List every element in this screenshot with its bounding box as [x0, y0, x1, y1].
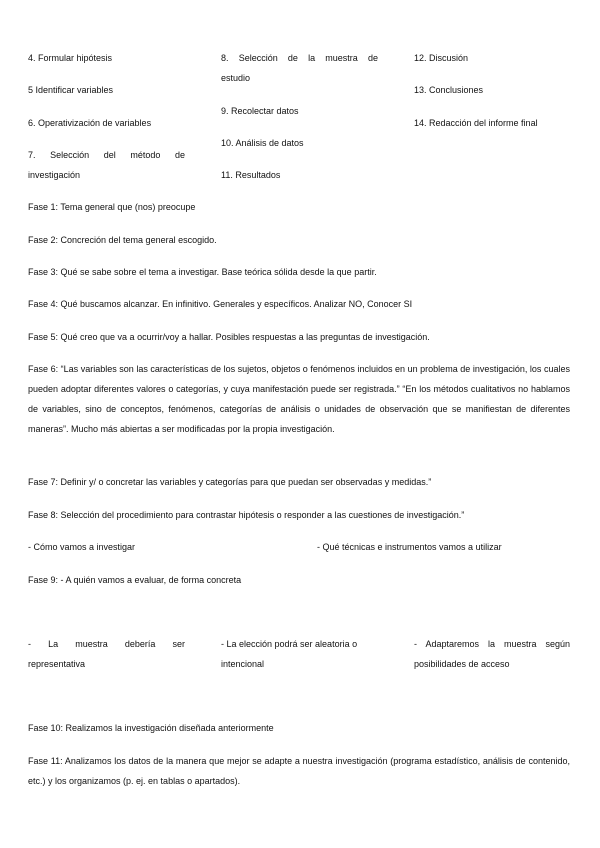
- fase-10: Fase 10: Realizamos la investigación diseñada anteriormente: [28, 723, 274, 733]
- step-13: 13. Conclusiones: [414, 85, 484, 95]
- fase-8-how: - Cómo vamos a investigar: [28, 542, 136, 552]
- fase-8: Fase 8: Selección del procedimiento para contrastar hipótesis o responder a las cuestiones de investigación.”: [28, 510, 465, 520]
- sample-representative: - La muestra debería ser representativa: [28, 639, 185, 669]
- step-7: 7. Selección del método de investigación: [28, 150, 185, 180]
- fase-11: Fase 11: Analizamos los datos de la manera que mejor se adapte a nuestra investigación (programa estadístico, análisis de contenido, etc.) y los organizamos (p. ej. en tablas o apartados).: [28, 756, 570, 786]
- step-5: 5 Identificar variables: [28, 85, 114, 95]
- step-10: 10. Análisis de datos: [221, 138, 304, 148]
- sample-random: - La elección podrá ser aleatoria o intencional: [221, 639, 358, 669]
- step-8: 8. Selección de la muestra de estudio: [221, 53, 378, 83]
- step-11: 11. Resultados: [221, 170, 281, 180]
- step-12: 12. Discusión: [414, 53, 469, 63]
- fase-5: Fase 5: Qué creo que va a ocurrir/voy a hallar. Posibles respuestas a las preguntas de investigación.: [28, 332, 430, 342]
- sample-access: - Adaptaremos la muestra según posibilidades de acceso: [414, 639, 570, 669]
- fase-9: Fase 9: - A quién vamos a evaluar, de forma concreta: [28, 575, 242, 585]
- step-9: 9. Recolectar datos: [221, 106, 299, 116]
- fase-1: Fase 1: Tema general que (nos) preocupe: [28, 202, 196, 212]
- fase-4: Fase 4: Qué buscamos alcanzar. En infinitivo. Generales y específicos. Analizar NO, Conocer SI: [28, 299, 413, 309]
- fase-2: Fase 2: Concreción del tema general escogido.: [28, 235, 217, 245]
- fase-3: Fase 3: Qué se sabe sobre el tema a investigar. Base teórica sólida desde la que partir.: [28, 267, 377, 277]
- fase-8-techniques: - Qué técnicas e instrumentos vamos a utilizar: [317, 542, 502, 552]
- step-14: 14. Redacción del informe final: [414, 118, 538, 128]
- step-4: 4. Formular hipótesis: [28, 53, 113, 63]
- fase-7: Fase 7: Definir y/ o concretar las variables y categorías para que puedan ser observadas y medidas.”: [28, 477, 432, 487]
- step-6: 6. Operativización de variables: [28, 118, 152, 128]
- fase-6: Fase 6: “Las variables son las características de los sujetos, objetos o fenómenos incluidos en un problema de investigación, los cuales pueden adoptar diferentes valores o categorías, y cuya manifestación puede ser registrada.” “En los métodos cualitativos no hablamos de variables, sino de conceptos, fenómenos, categorías de análisis o unidades de observación que se manifiestan de diferentes maneras”. Mucho más abiertas a ser modificadas por la propia investigación.: [28, 364, 570, 434]
